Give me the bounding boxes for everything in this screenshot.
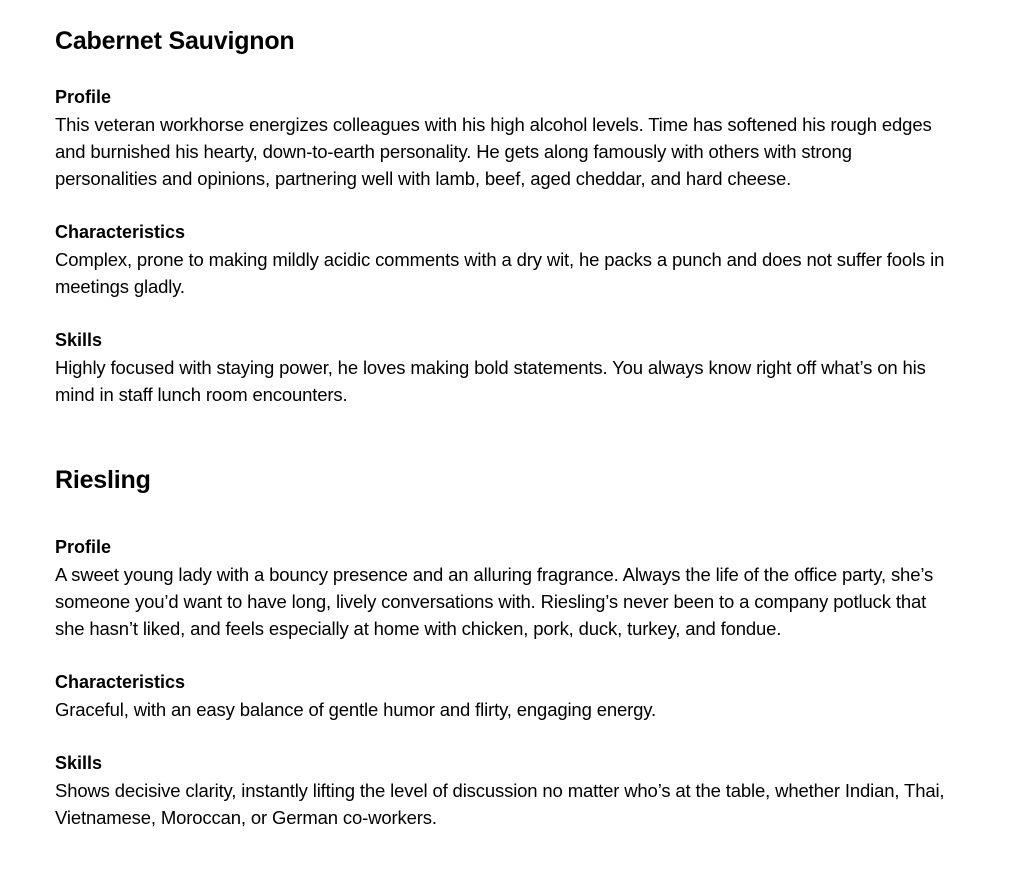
wine-title: Cabernet Sauvignon bbox=[55, 27, 295, 55]
paragraph-spacer bbox=[55, 642, 955, 669]
characteristics-section bbox=[55, 219, 955, 300]
paragraph-spacer bbox=[55, 300, 955, 327]
section-body: Complex, prone to making mildly acidic comments with a dry wit, he packs a punch and does not suffer fools in meetings gladly. bbox=[55, 249, 945, 297]
skills-section bbox=[55, 327, 955, 408]
section-body: A sweet young lady with a bouncy presence and an alluring fragrance. Always the life of the office party, she’s someone you’d want to have long, lively conversations with. Riesling’s never been to a company potluck that she hasn’t liked, and feels especially at home with chicken, pork, duck, turkey, and fondue. bbox=[55, 564, 934, 639]
section-body: This veteran workhorse energizes colleagues with his high alcohol levels. Time has softened his rough edges and burnished his hearty, down-to-earth personality. He gets along famously with others with strong personalities and opinions, partnering well with lamb, beef, aged cheddar, and hard cheese. bbox=[55, 114, 932, 189]
section-body: Highly focused with staying power, he loves making bold statements. You always know right off what’s on his mind in staff lunch room encounters. bbox=[55, 357, 926, 405]
section-heading: Profile bbox=[55, 537, 112, 557]
section-heading: Profile bbox=[55, 87, 112, 107]
paragraph-spacer bbox=[55, 192, 955, 219]
section-heading: Characteristics bbox=[55, 222, 186, 242]
section-heading: Skills bbox=[55, 753, 103, 773]
section-body: Graceful, with an easy balance of gentle humor and flirty, engaging energy. bbox=[55, 699, 656, 720]
section-body: Shows decisive clarity, instantly lifting the level of discussion no matter who’s at the table, whether Indian, Thai, Vietnamese, Moroccan, or German co-workers. bbox=[55, 780, 945, 828]
wine-title: Riesling bbox=[55, 466, 151, 494]
characteristics-section bbox=[55, 669, 955, 723]
paragraph-spacer bbox=[55, 723, 955, 750]
wine-entry-riesling bbox=[55, 465, 955, 831]
profile-section bbox=[55, 534, 955, 642]
wine-entry-cabernet-sauvignon bbox=[55, 26, 955, 408]
section-heading: Skills bbox=[55, 330, 103, 350]
skills-section bbox=[55, 750, 955, 831]
profile-section bbox=[55, 84, 955, 192]
section-heading: Characteristics bbox=[55, 672, 186, 692]
